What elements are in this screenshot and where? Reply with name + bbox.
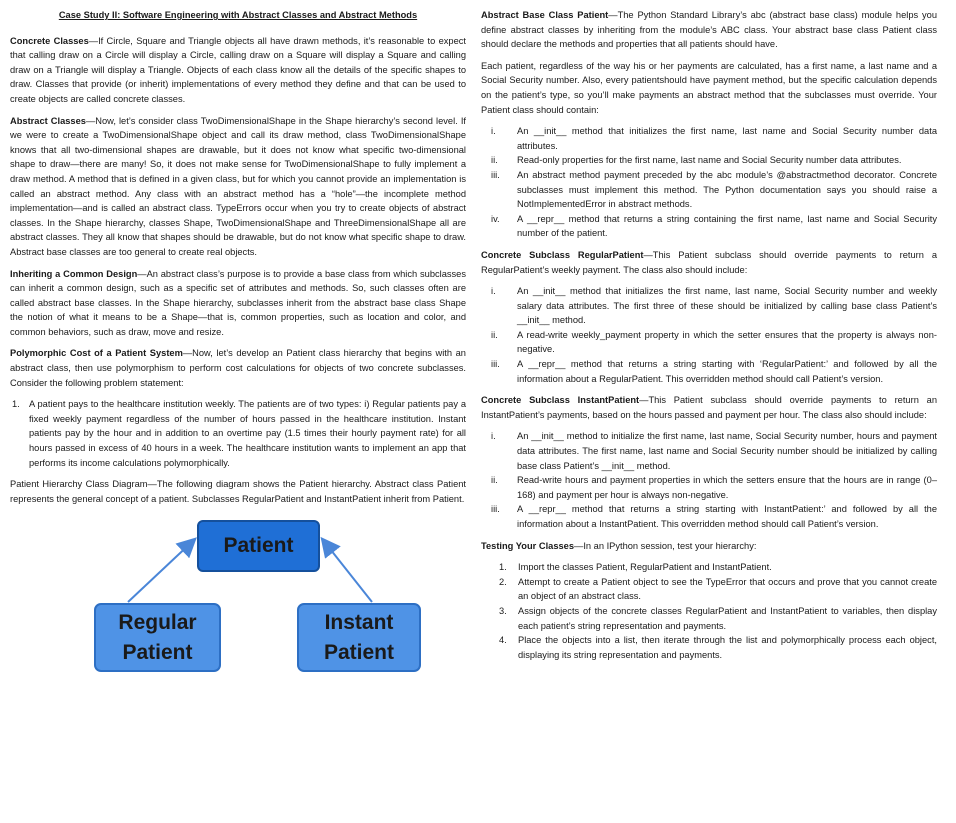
list-item-text: A __repr__ method that returns a string starting with InstantPatient:’ and followed by all the information about a InstantPatient. This overridden method should call Patient’s version. xyxy=(517,504,937,529)
list-item-text: Import the classes Patient, RegularPatient and InstantPatient. xyxy=(518,562,772,573)
instant-patient-heading: Concrete Subclass InstantPatient xyxy=(481,395,640,406)
list-item xyxy=(481,284,937,328)
list-item xyxy=(481,212,937,241)
instant-label-line2: Patient xyxy=(323,640,394,664)
testing-text: —In an IPython session, test your hierarchy: xyxy=(574,540,757,551)
testing-heading: Testing Your Classes xyxy=(481,540,575,551)
patient-class-box xyxy=(197,520,320,572)
list-item-text: Place the objects into a list, then iterate through the list and polymorphically process each object, displaying its string representation and payments. xyxy=(518,635,937,660)
testing-paragraph xyxy=(481,539,937,554)
abstract-classes-heading: Abstract Classes xyxy=(10,115,86,126)
list-item xyxy=(481,604,937,633)
regular-to-patient-arrow xyxy=(128,540,194,602)
list-item-text: An abstract method payment preceded by the abc module’s @abstractmethod decorator. Concrete subclasses must implement this method. The Python documentation says you should raise a NotImplementedError in abstract methods. xyxy=(517,169,937,210)
class-diagram-paragraph: Patient Hierarchy Class Diagram—The following diagram shows the Patient hierarchy. Abstract class Patient represents the general concept of a patient. Subclasses RegularPatient and InstantPatient inherit from Patient. xyxy=(10,479,466,504)
list-item-marker: iv. xyxy=(491,213,500,224)
concrete-classes-paragraph xyxy=(10,34,466,107)
list-item-marker: 3. xyxy=(499,605,507,616)
list-item xyxy=(10,397,466,470)
right-column xyxy=(481,8,937,669)
list-item xyxy=(481,153,937,168)
abstract-base-class-paragraph xyxy=(481,8,937,52)
instant-patient-requirements-list xyxy=(481,429,937,531)
list-item xyxy=(481,168,937,212)
list-item-text: A __repr__ method that returns a string starting with ‘RegularPatient:’ and followed by all the information about a RegularPatient. This overridden method should call Patient’s version. xyxy=(517,359,937,384)
list-item-marker: 1. xyxy=(12,399,20,410)
document-title: Case Study II: Software Engineering with Abstract Classes and Abstract Methods xyxy=(58,10,418,20)
regular-label-line1: Regular xyxy=(118,610,197,634)
instant-patient-text: —This Patient subclass should override payments to return an InstantPatient’s payments, based on the hours passed and payment per hour. The class also should include: xyxy=(481,395,937,420)
list-item-marker: i. xyxy=(491,286,496,297)
regular-patient-class-box xyxy=(94,603,221,672)
left-column xyxy=(10,8,466,664)
list-item xyxy=(481,560,937,575)
list-item-text: Assign objects of the concrete classes RegularPatient and InstantPatient to variables, then display each patient’s string representation and payments. xyxy=(518,605,937,631)
list-item xyxy=(481,124,937,153)
list-item-text: An __init__ method that initializes the first name, last name, Social Security number and weekly salary data attributes. The first three of these should be initialized by calling base class Patient’s __init__ method. xyxy=(517,286,937,326)
polymorphic-cost-text: —Now, let’s develop an Patient class hierarchy that begins with an abstract class, then use polymorphism to perform cost calculations for objects of two concrete subclasses. Consider the following problem statement: xyxy=(10,348,466,388)
list-item xyxy=(481,575,937,604)
list-item-text: A patient pays to the healthcare institution weekly. The patients are of two types: i) Regular patients pay a fixed weekly payment regardless of the number of hours passed in the healthcare institution. Instant patients pay by the hour and in addition to an overtime pay (1.5 times their hourly payment rate) for all hours passed in excess of 40 hours in a week. The healthcare institution wants to implement an app that performs its income calculations polymorphically. xyxy=(29,399,466,468)
list-item-marker: ii. xyxy=(491,329,498,340)
regular-patient-heading: Concrete Subclass RegularPatient xyxy=(481,249,644,260)
concrete-classes-text: —If Circle, Square and Triangle objects all have drawn methods, it’s reasonable to expect that calling draw on a Circle will display a Circle, calling draw on a Square will display a Square and calling draw on a Triangle will display a Triangle. Objects of each class know all the details of the specific shapes to draw. Classes that provide (or inherit) implementations of every method they define and that can be used to create objects are called concrete classes. xyxy=(10,35,466,104)
concrete-classes-heading: Concrete Classes xyxy=(10,35,89,46)
list-item xyxy=(481,429,937,473)
list-item-text: An __init__ method that initializes the first name, last name and Social Security number data attributes. xyxy=(517,126,937,151)
list-item-marker: i. xyxy=(491,126,496,137)
list-item xyxy=(481,473,937,502)
list-item xyxy=(481,357,937,386)
regular-label-line2: Patient xyxy=(122,640,193,664)
list-item-text: A read-write weekly_payment property in which the setter ensures that the property is always non-negative. xyxy=(517,329,937,355)
polymorphic-cost-heading: Polymorphic Cost of a Patient System xyxy=(10,348,183,359)
instant-to-patient-arrow xyxy=(323,540,372,602)
list-item xyxy=(481,633,937,662)
patient-class-label: Patient xyxy=(223,534,294,558)
list-item-text: An __init__ method to initialize the first name, last name, Social Security number, hours and payment data attributes. The first name, last name and Social Security number should be initialized by calling base class Patient’s __init__ method. xyxy=(517,431,937,471)
list-item xyxy=(481,502,937,531)
class-hierarchy-diagram xyxy=(10,520,466,664)
instant-patient-class-box xyxy=(297,603,421,672)
list-item-marker: i. xyxy=(491,431,496,442)
abstract-base-class-heading: Abstract Base Class Patient xyxy=(481,10,609,20)
list-item-marker: 1. xyxy=(499,562,507,573)
problem-statement-list xyxy=(10,397,466,470)
list-item-marker: 4. xyxy=(499,635,507,646)
instant-patient-paragraph xyxy=(481,393,937,422)
inheriting-design-heading: Inheriting a Common Design xyxy=(10,268,138,279)
list-item-marker: 2. xyxy=(499,576,507,587)
abstract-classes-text: —Now, let’s consider class TwoDimensionalShape in the Shape hierarchy’s second level. If we were to create a TwoDimensionalShape object and call its draw method, class TwoDimensionalShape knows that all two-dimensional shapes are drawable, but it does not know what specific two-dimensional shape to draw—there are many! So, it does not make sense for TwoDimensionalShape to fully implement a draw method. A method that is defined in a given class, but for which you cannot provide an implementation is called an abstract method. Any class with an abstract method has a “hole”—the incomplete method implementation—and is called an abstract class. TypeErrors occur when you try to create objects of abstract classes. In the Shape hierarchy, classes Shape, TwoDimensionalShape and ThreeDimensionalShape all are abstract classes. They all know that shapes should be drawable, but do not know what specific shape to draw. Abstract base classes are too general to create real objects. xyxy=(10,115,466,257)
regular-patient-requirements-list xyxy=(481,284,937,386)
patient-attributes-paragraph: Each patient, regardless of the way his or her payments are calculated, has a first name, a last name and a Social Security number. Also, every patientshould have payment method, but the specific calculation depends on the patient’s type, so you’ll make payments an abstract method that the subclasses must override. Your Patient class should contain: xyxy=(481,60,937,115)
list-item-text: Read-only properties for the first name, last name and Social Security number data attributes. xyxy=(517,155,902,166)
list-item-text: Read-write hours and payment properties in which the setters ensure that the hours are in range (0–168) and payment per hour is always non-negative. xyxy=(517,475,937,500)
polymorphic-cost-paragraph xyxy=(10,346,466,390)
inheriting-design-text: —An abstract class’s purpose is to provide a base class from which subclasses can inherit a common design, such as a specific set of attributes and methods. So, such classes often are called abstract base classes. In the Shape hierarchy, subclasses inherit from the abstract base class Shape the notion of what it means to be a Shape—that is, common properties, such as location and color, and common behaviors, such as draw, move and resize. xyxy=(10,268,466,337)
abstract-base-class-text: —The Python Standard Library’s abc (abstract base class) module helps you define abstract classes by inheriting from the module’s ABC class. Your abstract base class Patient class should declare the methods and properties that all patients should have. xyxy=(481,10,937,50)
list-item xyxy=(481,328,937,357)
list-item-text: A __repr__ method that returns a string containing the first name, last name and Social Security number of the patient. xyxy=(517,213,937,239)
list-item-marker: ii. xyxy=(491,155,498,166)
testing-steps-list xyxy=(481,560,937,662)
instant-label-line1: Instant xyxy=(324,610,394,634)
list-item-marker: iii. xyxy=(491,359,500,370)
regular-patient-paragraph xyxy=(481,248,937,277)
list-item-marker: iii. xyxy=(491,504,500,515)
regular-patient-text: —This Patient subclass should override payments to return a RegularPatient’s weekly payment. The class also should include: xyxy=(481,249,938,275)
list-item-text: Attempt to create a Patient object to see the TypeError that occurs and prove that you cannot create an object of an abstract class. xyxy=(518,576,937,602)
abstract-classes-paragraph xyxy=(10,114,466,260)
list-item-marker: ii. xyxy=(491,475,498,486)
patient-class-requirements-list xyxy=(481,124,937,241)
inheriting-design-paragraph xyxy=(10,267,466,340)
list-item-marker: iii. xyxy=(491,169,500,180)
